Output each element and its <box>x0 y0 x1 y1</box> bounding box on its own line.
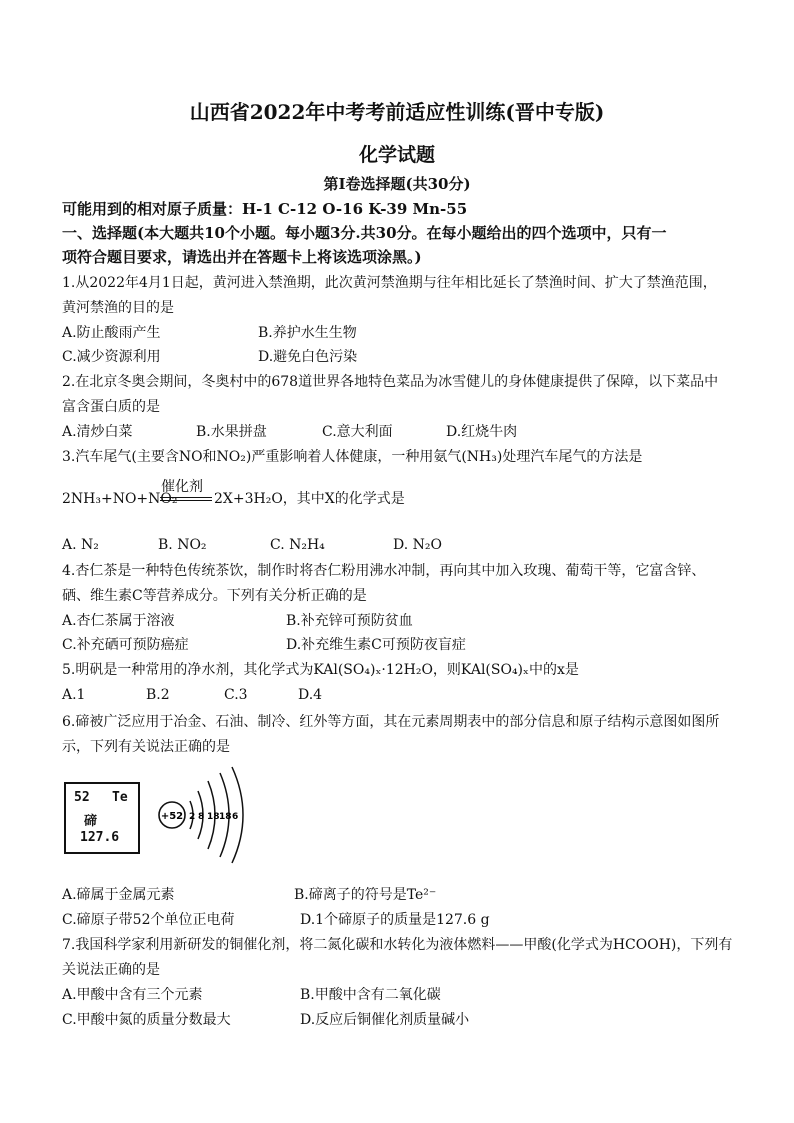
q5-option-b: B.2 <box>146 687 170 703</box>
q2-option-d: D.红烧牛肉 <box>446 424 518 440</box>
shell-electrons-3: 18 <box>207 812 220 822</box>
element-number: 52 <box>74 790 90 805</box>
exam-title: 山西省2022年中考考前适应性训练(晋中专版) <box>189 100 605 124</box>
q6-stem-line2: 示，下列有关说法正确的是 <box>62 739 230 755</box>
q5-option-a: A.1 <box>62 687 86 703</box>
element-symbol: Te <box>112 790 128 805</box>
q6-option-c: C.碲原子带52个单位正电荷 <box>62 912 235 928</box>
q1-option-b: B.养护水生生物 <box>258 325 357 341</box>
atomic-structure-diagram <box>150 765 260 875</box>
q6-stem-line1: 6.碲被广泛应用于冶金、石油、制冷、红外等方面，其在元素周期表中的部分信息和原子结构示意图如图所 <box>62 714 720 730</box>
q6-option-a: A.碲属于金属元素 <box>62 887 175 903</box>
q2-option-c: C.意大利面 <box>322 424 393 440</box>
q7-stem-line1: 7.我国科学家利用新研发的铜催化剂，将二氮化碳和水转化为液体燃料——甲酸(化学式为HCOOH)，下列有 <box>62 937 733 953</box>
q7-option-b: B.甲酸中含有二氧化碳 <box>300 987 441 1003</box>
q5-option-d: D.4 <box>298 687 323 703</box>
q7-option-a: A.甲酸中含有三个元素 <box>62 987 203 1003</box>
q7-stem-line2: 关说法正确的是 <box>62 962 160 978</box>
q7-option-d: D.反应后铜催化剂质量碱小 <box>300 1012 470 1028</box>
shell-electrons-1: 2 <box>189 812 196 822</box>
q3-option-b: B. NO₂ <box>158 537 207 553</box>
shell-electrons-5: 6 <box>232 812 239 822</box>
q4-stem-line2: 硒、维生素C等营养成分。下列有关分析正确的是 <box>62 588 367 604</box>
q4-option-c: C.补充硒可预防癌症 <box>62 637 189 653</box>
q6-option-d: D.1个碲原子的质量是127.6 g <box>300 912 490 928</box>
element-mass: 127.6 <box>80 830 120 845</box>
nucleus-charge: +52 <box>160 811 184 822</box>
q6-option-b: B.碲离子的符号是Te²⁻ <box>294 887 437 903</box>
q1-option-c: C.减少资源利用 <box>62 349 161 365</box>
part-heading: 第Ⅰ卷选择题(共30分) <box>323 175 471 193</box>
q1-stem-line2: 黄河禁渔的目的是 <box>62 300 174 316</box>
element-name: 碲 <box>84 814 98 829</box>
equation-left: 2NH₃+NO+NO₂ <box>62 491 178 507</box>
atomic-masses: 可能用到的相对原子质量：H-1 C-12 O-16 K-39 Mn-55 <box>62 200 468 218</box>
q1-option-a: A.防止酸雨产生 <box>62 325 161 341</box>
q2-stem-line1: 2.在北京冬奥会期间，冬奥村中的678道世界各地特色菜品为冰雪健儿的身体健康提供了保障，以下菜品中 <box>62 374 719 390</box>
q4-option-d: D.补充维生素C可预防夜盲症 <box>286 637 466 653</box>
q3-stem-line1: 3.汽车尾气(主要含NO和NO₂)严重影响着人体健康，一种用氨气(NH₃)处理汽车尾气的方法是 <box>62 449 643 465</box>
section-instructions-line1: 一、选择题(本大题共10个小题。每小题3分.共30分。在每小题给出的四个选项中，只有一 <box>62 224 667 242</box>
q1-option-d: D.避免白色污染 <box>258 349 358 365</box>
q2-option-b: B.水果拼盘 <box>196 424 267 440</box>
shell-electrons-4: 18 <box>219 812 232 822</box>
q7-option-c: C.甲酸中氮的质量分数最大 <box>62 1012 231 1028</box>
equation-right: 2X+3H₂O，其中X的化学式是 <box>214 491 405 507</box>
q2-stem-line2: 富含蛋白质的是 <box>62 399 160 415</box>
section-instructions-line2: 项符合题目要求，请选出并在答题卡上将该选项涂黑。) <box>62 248 422 266</box>
q4-option-a: A.杏仁茶属于溶液 <box>62 613 175 629</box>
q3-option-a: A. N₂ <box>62 537 99 553</box>
q4-option-b: B.补充锌可预防贫血 <box>286 613 413 629</box>
q4-stem-line1: 4.杏仁茶是一种特色传统茶饮，制作时将杏仁粉用沸水冲制，再向其中加入玫瑰、葡萄干等，它富含锌、 <box>62 563 706 579</box>
q1-stem-line1: 1.从2022年4月1日起，黄河进入禁渔期，此次黄河禁渔期与往年相比延长了禁渔时间、扩大了禁渔范围， <box>62 275 717 291</box>
q2-option-a: A.清炒白菜 <box>62 424 133 440</box>
catalyst-label: 催化剂 <box>161 479 203 495</box>
q3-option-c: C. N₂H₄ <box>270 537 325 553</box>
q5-option-c: C.3 <box>224 687 248 703</box>
q5-stem-line1: 5.明矾是一种常用的净水剂，其化学式为KAl(SO₄)ₓ·12H₂O，则KAl(SO₄)ₓ中的x是 <box>62 662 579 678</box>
exam-subject: 化学试题 <box>358 144 435 166</box>
periodic-table-cell <box>64 782 140 854</box>
shell-electrons-2: 8 <box>198 812 205 822</box>
q3-option-d: D. N₂O <box>393 537 442 553</box>
